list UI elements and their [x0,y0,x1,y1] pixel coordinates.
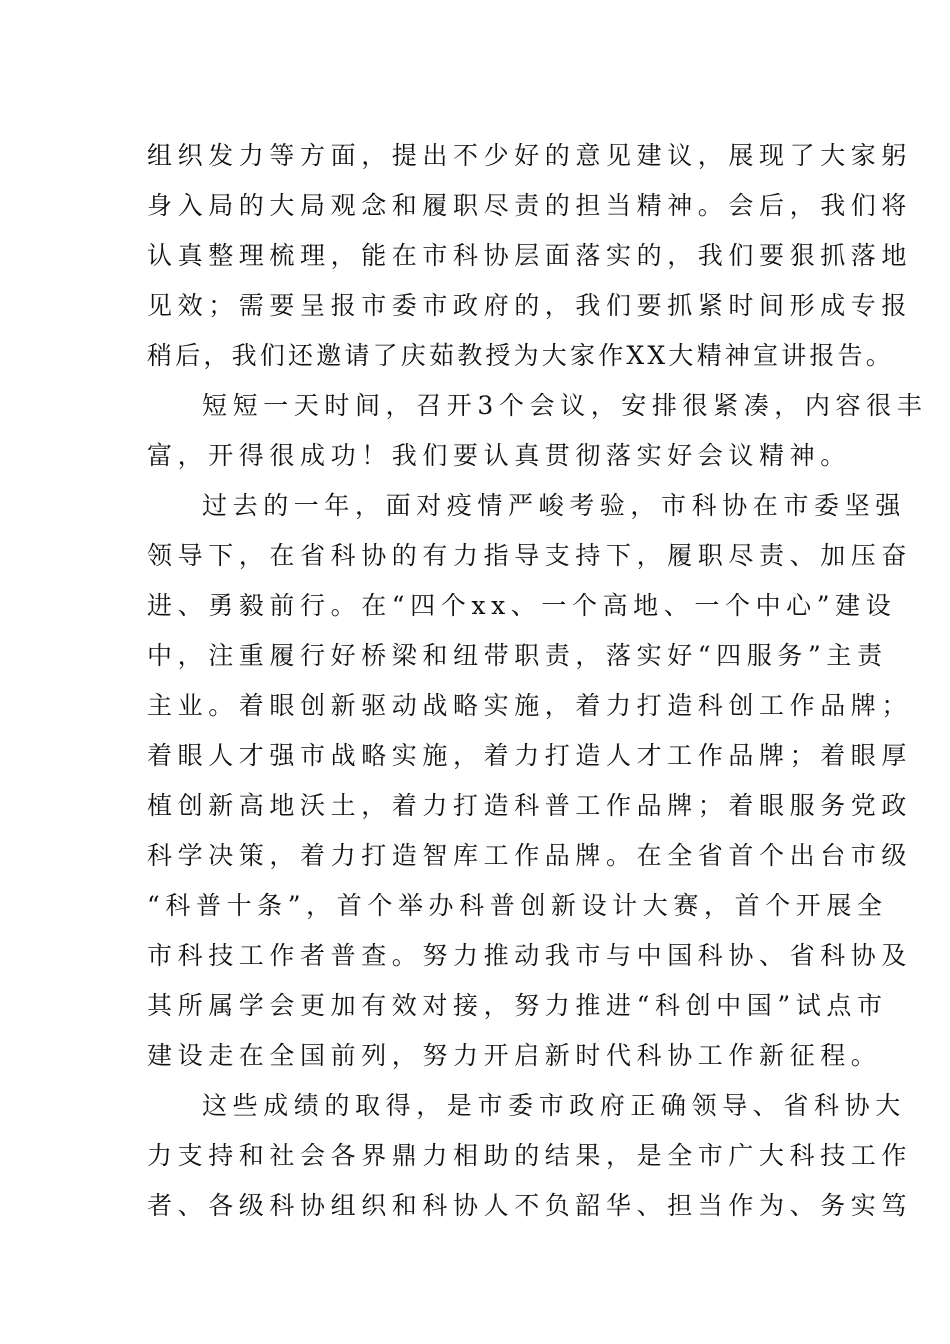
text-line-15: 科学决策，着力打造智库工作品牌。在全省首个出台市级 [147,841,913,870]
text-line-7: 富，开得很成功！我们要认真贯彻落实好会议精神。 [147,441,851,470]
text-line-5: 稍后，我们还邀请了庆茹教授为大家作XX大精神宣讲报告。 [147,341,894,370]
text-line-17: 市科技工作者普查。努力推动我市与中国科协、省科协及 [147,941,913,970]
text-line-22: 者、各级科协组织和科协人不负韶华、担当作为、务实笃 [147,1191,913,1220]
paragraph-start-line-20: 这些成绩的取得，是市委市政府正确领导、省科协大 [202,1091,906,1120]
text-line-2: 身入局的大局观念和履职尽责的担当精神。会后，我们将 [147,191,913,220]
text-line-13: 着眼人才强市战略实施，着力打造人才工作品牌；着眼厚 [147,741,913,770]
text-line-16: “科普十条”，首个举办科普创新设计大赛，首个开展全 [147,891,888,920]
text-line-18: 其所属学会更加有效对接，努力推进“科创中国”试点市 [147,991,888,1020]
text-line-1: 组织发力等方面，提出不少好的意见建议，展现了大家躬 [147,141,913,170]
text-line-14: 植创新高地沃土，着力打造科普工作品牌；着眼服务党政 [147,791,913,820]
paragraph-start-line-6: 短短一天时间，召开3个会议，安排很紧凑，内容很丰 [202,391,928,420]
text-line-12: 主业。着眼创新驱动战略实施，着力打造科创工作品牌； [147,691,913,720]
text-line-3: 认真整理梳理，能在市科协层面落实的，我们要狠抓落地 [147,241,913,270]
text-line-11: 中，注重履行好桥梁和纽带职责，落实好“四服务”主责 [147,641,888,670]
text-line-21: 力支持和社会各界鼎力相助的结果，是全市广大科技工作 [147,1141,913,1170]
text-line-4: 见效；需要呈报市委市政府的，我们要抓紧时间形成专报 [147,291,913,320]
text-line-9: 领导下，在省科协的有力指导支持下，履职尽责、加压奋 [147,541,913,570]
document-body [147,131,928,1231]
paragraph-start-line-8: 过去的一年，面对疫情严峻考验，市科协在市委坚强 [202,491,906,520]
text-line-19: 建设走在全国前列，努力开启新时代科协工作新征程。 [147,1041,882,1070]
text-line-10: 进、勇毅前行。在“四个xx、一个高地、一个中心”建设 [147,591,897,620]
